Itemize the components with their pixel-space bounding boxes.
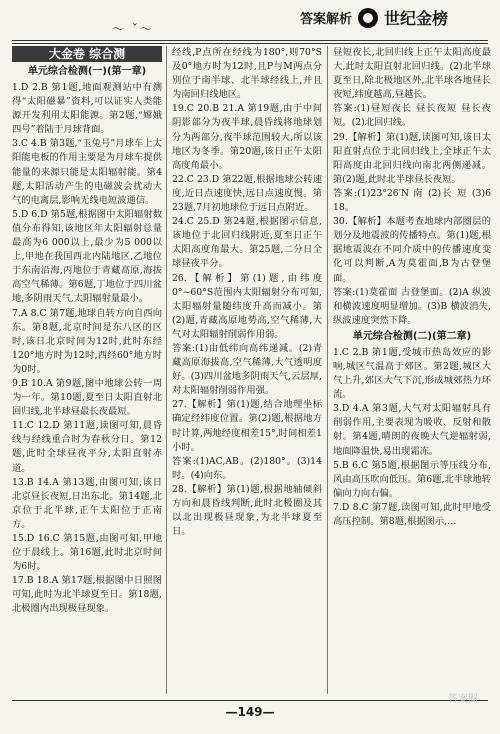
page-header xyxy=(0,0,500,44)
answer-paragraph: 答案:(1)由低纬向高纬递减。(2)青藏高原海拔高,空气稀薄,大气透明度好。(3)四川盆地多阴雨天气,云层厚,对太阳辐射削弱作用强。 xyxy=(172,342,322,397)
column-2 xyxy=(172,46,322,696)
footer-rule xyxy=(12,700,488,701)
header-label: 答案解析 xyxy=(300,12,353,27)
answer-paragraph: 7.D 8.C 第7题,读图可知,此时甲地受高压控制。第8题,根据图示,… xyxy=(333,501,491,527)
answer-paragraph: 24.C 25.D 第24题,根据图示信息,该地位于北回归线附近,夏至日正午太阳高度角最大。第25题,二分日全球昼夜平分。 xyxy=(172,216,322,270)
answer-paragraph: 5.D 6.D 第5题,根据图中太阳辐射数值分布得知,该地区年太阳辐射总量最高为6 000以上,最少为5 000以上,甲地在我国西北内陆地区,乙地位于东南沿海,丙地位于青藏高原,海拔高空气稀薄。第6题,丁地位于四川盆地,多阴雨天气,太阳辐射量最小。 xyxy=(12,208,162,305)
answer-paragraph: 昼短夜长,北回归线上正午太阳高度最大,此时太阳直射北回归线。(2)北半球夏至日,除北极地区外,北半球各地昼长夜短,纬度越高,昼越长。 xyxy=(333,47,491,101)
answer-paragraph: 答案:(1)AC,AB。(2)180°。(3)14时。(4)向东。 xyxy=(172,455,322,481)
brand-name: 世纪金榜 xyxy=(384,9,449,28)
answer-paragraph: 3.C 4.B 第3题,“玉兔号”月球车上太阳能电板的作用主要是为月球车提供能量的来源只能是太阳辐射能。第4题,太阳活动产生的电磁波会扰动大气的电离层,影响无线电短波通信。 xyxy=(12,138,162,206)
answer-paragraph: 9.B 10.A 第9题,图中地球公转一周为一年。第10题,夏至日太阳直射北回归线,北半球昼最长夜最短。 xyxy=(12,377,162,418)
page-number: —149— xyxy=(225,705,275,719)
answer-paragraph: 7.A 8.C 第7题,地球自转方向自西向东。第8题,北京时间是东八区的区时,该日北京时间为12时,此时东经120°地方时为12时,西经60°地方时为0时。 xyxy=(12,307,162,375)
answer-paragraph: 5.B 6.C 第5题,根据图示等压线分布,风由高压吹向低压。第6题,北半球地转偏向力向右偏。 xyxy=(333,459,491,499)
answer-paragraph: 11.C 12.D 第11题,读图可知,晨昏线与经线重合时为春秋分日。第12题,此时全球昼夜平分,太阳直射赤道。 xyxy=(12,420,162,474)
answer-paragraph: 22.C 23.D 第22题,根据地球公转速度,近日点速度快,远日点速度慢。第23题,7月初地球位于远日点附近。 xyxy=(172,173,322,214)
answer-paragraph: 30.【解析】本题考查地球内部圈层的划分及地震波的传播特点。第(1)题,根据地震波在不同介质中的传播速度变化可以判断,A为莫霍面,B为古登堡面。 xyxy=(333,216,491,284)
answer-paragraph: 27.【解析】第(1)题,结合地理坐标确定经纬度位置。第(2)题,根据地方时计算,两地经度相差15°,时间相差1小时。 xyxy=(172,399,322,453)
answer-paragraph: 15.D 16.C 第15题,由图可知,甲地位于晨线上。第16题,此时北京时间为6时。 xyxy=(12,533,162,573)
unit-title: 单元综合检测(一)(第一章) xyxy=(27,66,147,77)
column-1 xyxy=(12,46,162,696)
column-divider xyxy=(166,46,167,694)
brand-logo-icon xyxy=(358,8,378,28)
answer-paragraph: 答案:(1)昼短夜长 昼长夜短 昼长夜短。(2)北回归线。 xyxy=(333,103,491,129)
column-divider xyxy=(327,46,328,694)
section-banner: 大金卷 综合测 xyxy=(12,46,162,62)
answer-paragraph: 答案:(1)23°26′N 南 (2)长 短 (3)6 18。 xyxy=(333,187,491,214)
answer-paragraph: 答案:(1)莫霍面 古登堡面。(2)A 纵波和横波速度明显增加。(3)B 横波消失,纵波速度突然下降。 xyxy=(333,286,491,326)
header-rule-thin xyxy=(12,43,488,44)
watermark: 答案圈 xyxy=(448,694,478,705)
answer-paragraph: 29.【解析】第(1)题,读图可知,该日太阳直射点位于北回归线上,全球正午太阳高度由北回归线向南北两侧递减。第(2)题,此时北半球昼长夜短。 xyxy=(333,131,491,185)
answer-paragraph: 13.B 14.A 第13题,由图可知,该日北京昼长夜短,日出东北。第14题,北京位于北半球,正午太阳位于正南方。 xyxy=(12,476,162,530)
answer-paragraph: 1.C 2.B 第1题,受城市热岛效应的影响,城区气温高于郊区。第2题,城区大气上升,郊区大气下沉,形成城郊热力环流。 xyxy=(333,346,491,401)
header-brand xyxy=(300,6,448,29)
answer-paragraph: 经线,P点所在经线为180°,则70°S及0°地方时为12时,且P与M两点分别位于南半球、北半球经线上,并且为南回归线地区。 xyxy=(172,47,322,101)
birds-decoration-icon: 〜 ˇ〜 xyxy=(112,22,154,36)
answer-paragraph: 19.C 20.B 21.A 第19题,由于中间阴影部分为夜半球,晨昏线将地球划分为两部分,夜半球范围较大,所以该地区为冬季。第20题,该日正午太阳高度角最小。 xyxy=(172,103,322,171)
header-rule xyxy=(12,40,488,41)
column-3 xyxy=(333,46,491,696)
answer-paragraph: 28.【解析】第(1)题,根据地轴倾斜方向和晨昏线判断,此时北极圈及其以北出现极昼现象,为北半球夏至日。 xyxy=(172,483,322,538)
answer-paragraph: 3.D 4.A 第3题,大气对太阳辐射具有削弱作用,主要表现为吸收、反射和散射。第4题,晴朗的夜晚大气逆辐射弱,地面降温快,易出现霜冻。 xyxy=(333,403,491,457)
answer-paragraph: 26.【解析】第(1)题,由纬度0°~60°S范围内太阳辐射分布可知,太阳辐射量随纬度升高而减小。第(2)题,青藏高原地势高,空气稀薄,大气对太阳辐射削弱作用弱。 xyxy=(172,272,322,340)
unit-title: 单元综合检测(二)(第二章) xyxy=(352,330,472,342)
answer-paragraph: 1.D 2.B 第1题,地面观测站中有测得“太阳磁暴”资料,可以证实人类能源开发利用太阳能源。第2题,“嫦娥四号”着陆于月球背面。 xyxy=(12,82,162,136)
answer-paragraph: 17.B 18.A 第17题,根据图中日照图可知,此时为北半球夏至日。第18题,北极圈内出现极昼现象。 xyxy=(12,575,162,615)
